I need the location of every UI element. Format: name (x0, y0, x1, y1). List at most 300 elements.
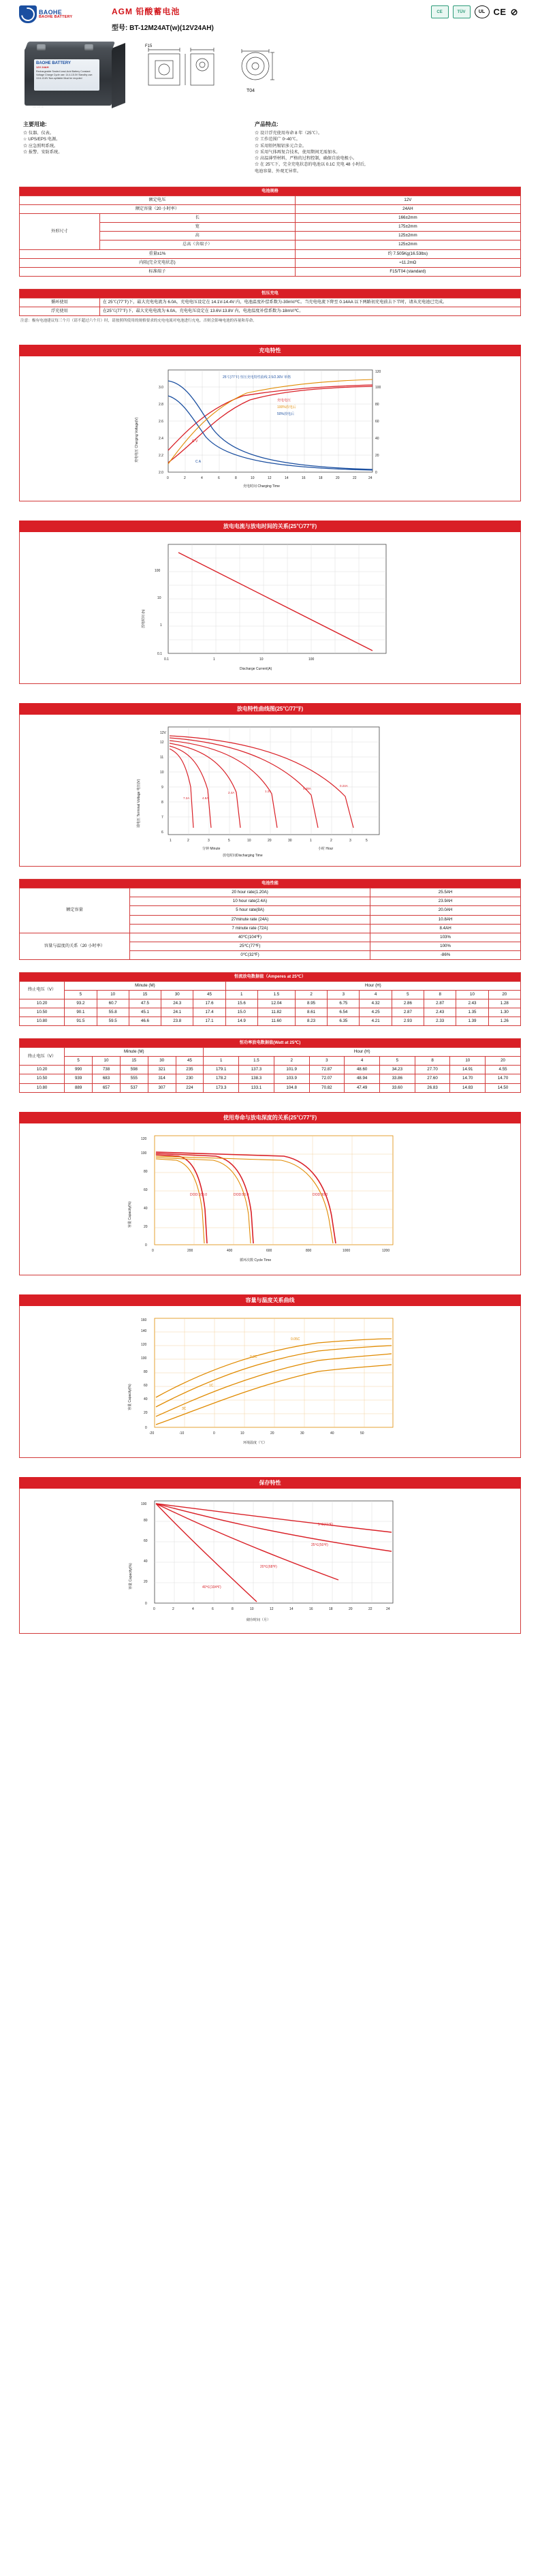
uses-column (23, 121, 227, 174)
cc-head-left: 终止电压（V） (20, 981, 65, 999)
spec-row-sublabel: 宽 (99, 223, 295, 232)
charge-note: 注意：极有电池建议每三个月（请不超过六个月）时，请按照所使用的规格要求的充电电流对电池进行充电。否则会影响电池的容量和寿命。 (20, 318, 257, 323)
cp-cell: 14.70 (486, 1074, 521, 1083)
svg-text:2.6: 2.6 (158, 420, 163, 424)
svg-text:3: 3 (207, 839, 210, 843)
list-item: ☆ UPS/EPS 电源。 (23, 137, 61, 142)
svg-text:C V: C V (191, 439, 197, 444)
cc-col: 1 (225, 990, 257, 999)
perf-value: 20.0AH (370, 906, 521, 915)
svg-text:小时 Hour: 小时 Hour (317, 847, 333, 852)
logo-primary-text: BAOHE (39, 8, 63, 16)
cc-cell: 4.32 (360, 999, 392, 1008)
svg-text:12: 12 (159, 741, 164, 745)
svg-text:30: 30 (300, 1431, 304, 1436)
svg-text:80: 80 (143, 1169, 148, 1174)
cp-cell: 138.3 (239, 1074, 274, 1083)
cc-cell: 2.87 (392, 1008, 424, 1017)
svg-text:-20: -20 (148, 1431, 154, 1436)
spec-row-value: 125±2mm (295, 232, 520, 240)
svg-text:120: 120 (375, 370, 381, 375)
drawing-f15 (143, 42, 225, 100)
perf-value: 8.4AH (370, 924, 521, 933)
cp-row-voltage: 10.20 (20, 1066, 65, 1074)
certification-marks (431, 5, 521, 18)
cc-col: 5 (392, 990, 424, 999)
svg-text:充电电压 Charging Voltage(V): 充电电压 Charging Voltage(V) (134, 417, 139, 463)
cp-cell: 14.70 (450, 1074, 486, 1083)
cc-cell: 4.25 (360, 1008, 392, 1017)
svg-text:分钟 Minute: 分钟 Minute (202, 847, 220, 852)
cp-group-minute: Minute (M) (65, 1048, 204, 1057)
svg-text:100: 100 (308, 657, 314, 662)
table-row (20, 1083, 521, 1092)
svg-text:9: 9 (161, 786, 163, 790)
cp-col: 5 (65, 1057, 93, 1066)
cc-col: 15 (129, 990, 161, 999)
storage-annotation: 40℃(104℉) (202, 1585, 221, 1589)
cp-head-left: 终止电压（V） (20, 1048, 65, 1066)
spec-row-value: 12V (295, 196, 520, 205)
svg-text:3: 3 (349, 839, 351, 843)
life-chart-xlabel: 循环次数 Cycle Time (239, 1258, 271, 1262)
svg-text:10: 10 (259, 657, 264, 662)
cc-cell: 1.39 (456, 1017, 488, 1026)
svg-text:0.48A: 0.48A (302, 787, 311, 791)
cc-cell: 17.6 (193, 999, 225, 1008)
drawing-t04 (232, 42, 279, 100)
svg-text:0: 0 (166, 476, 169, 481)
cc-cell: 11.82 (257, 1008, 295, 1017)
spec-row-label: 内阻(完全充电状态) (20, 258, 296, 267)
svg-text:60: 60 (143, 1188, 148, 1192)
cp-col: 5 (379, 1057, 415, 1066)
life-annotation: DOD:100.0 (189, 1192, 207, 1197)
cc-cell: 2.93 (392, 1017, 424, 1026)
list-item: ☆ 仪器、仪表。 (23, 131, 54, 136)
cp-cell: 321 (148, 1066, 176, 1074)
temp-annotation: 0.2C (249, 1354, 257, 1359)
cc-cell: 11.60 (257, 1017, 295, 1026)
cc-cell: 47.5 (129, 999, 161, 1008)
discharge-chart-xlabel: Discharge Current(A) (239, 667, 272, 672)
discharge-curve-title: 放电特性曲线图(25℃/77℉) (19, 703, 521, 715)
cc-cell: 46.6 (129, 1017, 161, 1026)
perf-item: 0℃(32℉) (129, 950, 370, 959)
charge-chart-title: 充电特性 (19, 345, 521, 356)
battery-cert-marks: UL CE ⊘ (33, 105, 44, 108)
svg-text:5: 5 (227, 839, 230, 843)
cp-cell: 683 (93, 1074, 121, 1083)
ul-icon: UL (475, 5, 490, 18)
list-item: ☆ 采用铅钙锡铝多元合金。 (255, 143, 306, 149)
cc-col: 8 (424, 990, 456, 999)
svg-text:100: 100 (140, 1356, 146, 1361)
storage-chart (19, 1489, 521, 1634)
table-row (20, 1008, 521, 1017)
temp-annotation: 3C (181, 1406, 186, 1411)
svg-text:2: 2 (183, 476, 186, 481)
svg-text:20: 20 (143, 1579, 148, 1584)
discharge-chart (19, 532, 521, 684)
cp-cell: 33.60 (379, 1083, 415, 1092)
svg-text:2.0: 2.0 (158, 471, 163, 476)
svg-text:40: 40 (330, 1431, 334, 1436)
svg-text:120: 120 (140, 1342, 146, 1347)
cp-col: 10 (93, 1057, 121, 1066)
cc-col: 3 (328, 990, 360, 999)
svg-text:2.8: 2.8 (158, 403, 163, 407)
cp-cell: 657 (93, 1083, 121, 1092)
cp-col: 3 (309, 1057, 345, 1066)
cp-cell: 990 (65, 1066, 93, 1074)
cp-group-hour: Hour (H) (204, 1048, 521, 1057)
svg-text:60: 60 (143, 1383, 148, 1388)
svg-text:22: 22 (352, 476, 357, 481)
cc-cell: 91.5 (65, 1017, 97, 1026)
cc-col: 30 (161, 990, 193, 999)
svg-text:0.1: 0.1 (157, 652, 162, 657)
svg-text:1200: 1200 (381, 1248, 390, 1253)
perf-group-label: 容量与温度的关系（20 小时率） (20, 933, 130, 959)
cp-cell: 230 (176, 1074, 204, 1083)
cp-col: 10 (450, 1057, 486, 1066)
performance-table-title: 电池性能 (20, 880, 521, 888)
charge-row-label: 浮充使用 (20, 307, 100, 315)
spec-row-value: 约 7.505Kg(16.53lbs) (295, 249, 520, 258)
shield-icon (19, 5, 37, 23)
performance-table (19, 879, 521, 960)
cc-cell: 6.54 (328, 1008, 360, 1017)
svg-text:10: 10 (247, 839, 251, 843)
cc-cell: 90.1 (65, 1008, 97, 1017)
perf-item: 20 hour rate(1.20A) (129, 888, 370, 897)
cc-cell: 6.35 (328, 1017, 360, 1026)
temp-annotation: 1C (208, 1383, 213, 1388)
svg-text:600: 600 (266, 1248, 272, 1253)
cp-cell: 178.2 (204, 1074, 239, 1083)
cp-cell: 555 (120, 1074, 148, 1083)
table-row (20, 999, 521, 1008)
cc-cell: 17.1 (193, 1017, 225, 1026)
cc-cell: 24.3 (161, 999, 193, 1008)
svg-text:40: 40 (375, 437, 379, 441)
svg-text:10: 10 (249, 1607, 254, 1611)
life-chart-title: 使用寿命与放电深度的关系(25℃/77℉) (19, 1112, 521, 1123)
cc-cell: 12.04 (257, 999, 295, 1008)
discharge-chart-title: 放电电流与放电时间的关系(25℃/77℉) (19, 521, 521, 532)
cp-col: 45 (176, 1057, 204, 1066)
svg-text:140: 140 (140, 1329, 146, 1333)
storage-annotation: 25℃(50℉) (311, 1542, 328, 1547)
charge-row-label: 循环使用 (20, 298, 100, 307)
page-header (19, 5, 521, 32)
svg-text:容量 Capacity(%): 容量 Capacity(%) (127, 1200, 132, 1228)
charge-row-text: 在 25℃(77℉)下，最大充电电流为 6.0A，充电电压设定在 14.1V-14.4V 内，电池温度补偿系数为-30mV/℃。当充电电流下降至 0.14AA 以下两路初充电前去下半时，请从充电池已完成。 (99, 298, 520, 307)
svg-text:100: 100 (375, 386, 381, 390)
svg-text:18: 18 (328, 1607, 333, 1611)
life-chart (19, 1123, 521, 1275)
storage-chart-title: 保存特性 (19, 1477, 521, 1489)
spec-row-sublabel: 高 (99, 232, 295, 240)
svg-text:0.24A: 0.24A (339, 784, 348, 788)
spec-row-label: 外形尺寸 (20, 214, 100, 249)
spec-row-value: 125±2mm (295, 240, 520, 249)
list-item: ☆ 工作范围广 0~40℃。 (255, 137, 300, 142)
svg-text:20: 20 (348, 1607, 353, 1611)
perf-value: 25.5AH (370, 888, 521, 897)
svg-text:60: 60 (375, 420, 379, 424)
perf-item: 27minute rate (24A) (129, 915, 370, 924)
charge-chart-xlabel: 充电时间 Charging Time (242, 484, 280, 489)
cp-cell: 47.49 (345, 1083, 380, 1092)
svg-text:12V: 12V (159, 731, 166, 736)
svg-text:8: 8 (234, 476, 237, 481)
constant-current-table (19, 972, 521, 1026)
svg-text:24: 24 (368, 476, 372, 481)
temp-chart (19, 1306, 521, 1458)
cp-cell: 235 (176, 1066, 204, 1074)
cp-row-voltage: 10.80 (20, 1083, 65, 1092)
svg-text:放电时间 (h): 放电时间 (h) (141, 609, 146, 629)
logo-secondary-text: BAOHE BATTERY (39, 14, 73, 19)
cc-cell: 45.1 (129, 1008, 161, 1017)
svg-text:20: 20 (375, 454, 379, 459)
cc-row-voltage: 10.50 (20, 1008, 65, 1017)
svg-text:20: 20 (143, 1224, 148, 1229)
cp-cell: 537 (120, 1083, 148, 1092)
svg-text:10: 10 (157, 596, 161, 601)
svg-text:800: 800 (305, 1248, 311, 1253)
temp-chart-xlabel: 环境温度（℃） (242, 1440, 267, 1445)
cp-cell: 314 (148, 1074, 176, 1083)
svg-text:200: 200 (187, 1248, 193, 1253)
svg-text:0: 0 (153, 1607, 155, 1611)
cp-cell: 173.3 (204, 1083, 239, 1092)
cp-cell: 48.60 (345, 1066, 380, 1074)
svg-text:1: 1 (169, 839, 172, 843)
svg-text:10: 10 (250, 476, 255, 481)
cp-cell: 27.70 (415, 1066, 450, 1074)
storage-annotation: 20℃(68℉) (259, 1564, 277, 1569)
drawing-t04-caption: T04 (247, 89, 255, 93)
cc-cell: 8.23 (295, 1017, 327, 1026)
cc-cell: 59.5 (97, 1017, 129, 1026)
svg-text:2: 2 (330, 839, 332, 843)
perf-value: 23.9AH (370, 897, 521, 906)
uses-list (23, 130, 227, 155)
cc-cell: 8.61 (295, 1008, 327, 1017)
svg-text:7: 7 (161, 816, 163, 820)
svg-text:1000: 1000 (342, 1248, 350, 1253)
svg-text:10: 10 (159, 771, 164, 775)
svg-text:22: 22 (368, 1607, 372, 1611)
svg-text:0: 0 (151, 1248, 154, 1253)
constant-power-title: 恒功率放电数据值(Watt at 25℃) (20, 1039, 521, 1048)
svg-text:3.0: 3.0 (158, 386, 163, 390)
cc-cell: 15.6 (225, 999, 257, 1008)
charge-chart (19, 356, 521, 501)
rohs-icon: ⊘ (510, 6, 518, 17)
cp-col: 30 (148, 1057, 176, 1066)
uses-features (19, 121, 521, 174)
cc-col: 4 (360, 990, 392, 999)
uses-title: 主要用途: (23, 121, 47, 127)
svg-text:1: 1 (212, 657, 215, 662)
svg-text:16: 16 (308, 1607, 313, 1611)
svg-text:60: 60 (143, 1538, 148, 1543)
svg-text:2: 2 (187, 839, 189, 843)
constant-power-table (19, 1038, 521, 1092)
svg-text:80: 80 (375, 403, 379, 407)
svg-text:2: 2 (172, 1607, 174, 1611)
svg-text:100: 100 (154, 569, 160, 574)
cp-col: 8 (415, 1057, 450, 1066)
cp-cell: 939 (65, 1074, 93, 1083)
table-row (20, 1066, 521, 1074)
cc-col: 10 (456, 990, 488, 999)
cc-cell: 1.28 (488, 999, 520, 1008)
cp-cell: 889 (65, 1083, 93, 1092)
svg-text:8: 8 (231, 1607, 234, 1611)
cc-col: 10 (97, 990, 129, 999)
cp-cell: 72.87 (309, 1066, 345, 1074)
perf-value: 103% (370, 933, 521, 942)
ce-green-icon: CE (431, 5, 449, 18)
svg-text:18: 18 (318, 476, 323, 481)
svg-text:0: 0 (375, 471, 377, 476)
charge-row-text: 在25℃(77℉)下，最大充电电流为 6.0A，充电电压设定在 13.6V-13.8V 内，电池温度补偿系数为-18mV/℃。 (99, 307, 520, 315)
cp-cell: 34.23 (379, 1066, 415, 1074)
battery-label-text: Rechargeable Sealed Lead-Acid Battery Constant Voltage Charge Cycle use: 14.4-15.0V Standby use: 13.6-13.8V Non-spillable Must be recycled (36, 70, 93, 80)
cc-cell: 6.75 (328, 999, 360, 1008)
perf-value: 10.8AH (370, 915, 521, 924)
battery-label-rating: 12V 24AH (36, 65, 49, 69)
temp-annotation: 0.05C (290, 1337, 300, 1341)
life-annotation: DOD:50.0 (233, 1192, 249, 1197)
cp-cell: 137.3 (239, 1066, 274, 1074)
cp-cell: 26.83 (415, 1083, 450, 1092)
perf-item: 7 minute rate (72A) (129, 924, 370, 933)
cc-cell: 1.30 (488, 1008, 520, 1017)
cp-cell: 738 (93, 1066, 121, 1074)
list-item: 电池容量、外观无异常。 (255, 168, 302, 174)
svg-text:1: 1 (159, 623, 162, 628)
svg-text:80: 80 (143, 1518, 148, 1523)
cp-row-voltage: 10.50 (20, 1074, 65, 1083)
table-row (20, 1017, 521, 1026)
svg-text:C A: C A (195, 460, 201, 465)
list-item: ☆ 报警、安防系统。 (23, 149, 63, 155)
svg-text:10: 10 (240, 1431, 244, 1436)
perf-value: -86% (370, 950, 521, 959)
svg-text:20: 20 (335, 476, 340, 481)
perf-value: 100% (370, 942, 521, 950)
ce-icon: CE (493, 7, 507, 17)
cc-cell: 15.0 (225, 1008, 257, 1017)
perf-item: 10 hour rate(2.4A) (129, 897, 370, 906)
temp-chart-title: 容量与温度关系曲线 (19, 1294, 521, 1306)
cp-cell: 307 (148, 1083, 176, 1092)
spec-row-value: F15/T04 (standard) (295, 267, 520, 276)
cc-cell: 2.43 (424, 1008, 456, 1017)
svg-text:0: 0 (212, 1431, 215, 1436)
svg-text:5: 5 (365, 839, 368, 843)
cc-cell: 93.2 (65, 999, 97, 1008)
svg-text:160: 160 (140, 1318, 146, 1322)
svg-text:12: 12 (269, 1607, 274, 1611)
discharge-curve-xlabel: 放电时间Discharging Time (222, 854, 263, 858)
perf-item: 25℃(77℉) (129, 942, 370, 950)
svg-text:20: 20 (270, 1431, 274, 1436)
svg-text:4: 4 (191, 1607, 194, 1611)
svg-text:0: 0 (144, 1243, 147, 1247)
svg-text:14: 14 (289, 1607, 293, 1611)
cp-cell: 14.83 (450, 1083, 486, 1092)
cp-cell: 27.60 (415, 1074, 450, 1083)
spec-row-label: 额定容量（20 小时率） (20, 205, 296, 214)
cc-row-voltage: 10.80 (20, 1017, 65, 1026)
battery-label (34, 59, 99, 91)
perf-item: 5 hour rate(8A) (129, 906, 370, 915)
svg-text:100: 100 (140, 1502, 146, 1506)
cc-row-voltage: 10.20 (20, 999, 65, 1008)
page-title: AGM 铅酸蓄电池 (112, 7, 180, 16)
storage-chart-xlabel: 储存时间（月） (246, 1617, 270, 1622)
list-item: ☆ 高温薄型材料，严格的过程控制，确保自放电极小。 (255, 156, 358, 161)
svg-text:6: 6 (161, 831, 163, 835)
list-item: ☆ 采用气体再复合技术，使用期间无需加水。 (255, 149, 340, 155)
cp-col: 1.5 (239, 1057, 274, 1066)
svg-text:40: 40 (143, 1397, 148, 1401)
constant-current-title: 恒流放电数据值（Amperes at 25℃） (20, 972, 521, 981)
svg-text:容量 Capacity(%): 容量 Capacity(%) (128, 1562, 133, 1589)
svg-text:400: 400 (226, 1248, 232, 1253)
cc-cell: 2.86 (392, 999, 424, 1008)
cc-cell: 17.4 (193, 1008, 225, 1017)
cc-col: 1.5 (257, 990, 295, 999)
cc-cell: 4.21 (360, 1017, 392, 1026)
svg-text:20: 20 (143, 1410, 148, 1415)
cp-cell: 224 (176, 1083, 204, 1092)
svg-text:4.8A: 4.8A (202, 796, 208, 801)
spec-row-sublabel: 长 (99, 214, 295, 223)
cp-cell: 14.91 (450, 1066, 486, 1074)
svg-text:0.1: 0.1 (163, 657, 169, 662)
cc-col: 2 (295, 990, 327, 999)
life-annotation: DOD:30.0 (312, 1192, 328, 1197)
svg-text:容量 Capacity(%): 容量 Capacity(%) (127, 1383, 132, 1410)
spec-table-title: 电池规格 (20, 187, 521, 196)
cp-col: 15 (120, 1057, 148, 1066)
terminal-drawings (143, 39, 521, 100)
cc-cell: 1.26 (488, 1017, 520, 1026)
cp-col: 20 (486, 1057, 521, 1066)
features-column (255, 121, 459, 174)
svg-text:2.2: 2.2 (158, 454, 163, 459)
cp-cell: 14.50 (486, 1083, 521, 1092)
cp-cell: 179.1 (204, 1066, 239, 1074)
svg-text:11: 11 (159, 756, 163, 760)
svg-text:100%放电后: 100%放电后 (276, 405, 296, 410)
svg-text:40: 40 (143, 1559, 148, 1564)
cc-cell: 14.9 (225, 1017, 257, 1026)
cc-cell: 2.33 (424, 1017, 456, 1026)
cp-cell: 133.1 (239, 1083, 274, 1092)
svg-text:16: 16 (301, 476, 306, 481)
cc-group-minute: Minute (M) (65, 981, 225, 990)
svg-text:1: 1 (309, 839, 312, 843)
